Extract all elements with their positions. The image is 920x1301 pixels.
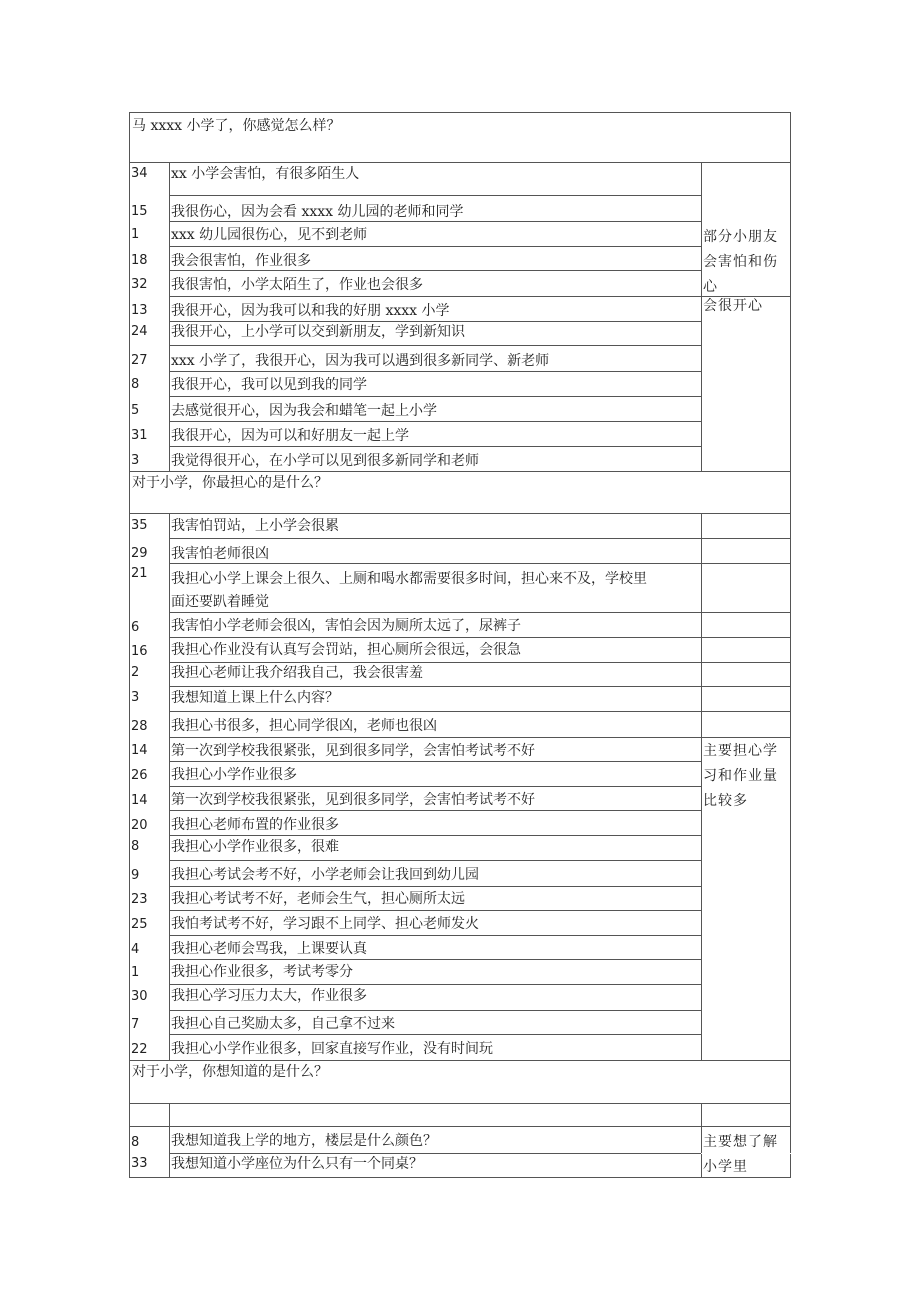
row-divider [169,810,701,811]
response-text: 我很开心，上小学可以交到新朋友，学到新知识 [171,324,465,340]
response-text: 我害怕小学老师会很凶，害怕会因为厕所太远了，尿裤子 [171,618,521,634]
respondent-id: 1 [131,227,140,242]
respondent-id: 9 [131,868,140,883]
response-text: 我觉得很开心，在小学可以见到很多新同学和老师 [171,453,479,469]
response-text: 我想知道我上学的地方，楼层是什么颜色？ [171,1133,437,1149]
response-text: 我担心作业很多，考试考零分 [171,964,353,980]
column-divider [701,162,702,471]
summary-note: 主要担心学习和作业量比较多 [703,743,778,809]
row-divider [169,538,791,539]
row-divider [169,446,701,447]
respondent-id: 29 [131,546,148,561]
section-divider [129,471,791,472]
response-text: 我很开心，我可以见到我的同学 [171,377,367,393]
row-divider [169,246,701,247]
respondent-id: 35 [131,518,148,533]
response-text: 我担心老师布置的作业很多 [171,817,339,833]
respondent-id: 26 [131,768,148,783]
respondent-id: 7 [131,1017,140,1032]
response-text: 我想知道上课上什么内容？ [171,690,339,706]
respondent-id: 2 [131,665,140,680]
response-text: 我担心作业没有认真写会罚站，担心厕所会很远，会很急 [171,642,521,658]
response-text: xxx 小学了，我很开心，因为我可以遇到很多新同学、新老师 [171,353,550,369]
respondent-id: 30 [131,989,148,1004]
section-divider [129,162,791,163]
table-bottom-border [129,1177,791,1178]
respondent-id: 21 [131,566,148,581]
response-text: 我担心小学上课会上很久、上厕和喝水都需要很多时间，担心来不及，学校里 [171,571,647,587]
respondent-id: 6 [131,620,140,635]
response-text: xxx 幼儿园很伤心，见不到老师 [171,227,368,243]
respondent-id: 23 [131,892,148,907]
respondent-id: 18 [131,253,148,268]
row-divider [169,984,701,985]
response-text: xx 小学会害怕，有很多陌生人 [171,166,360,182]
respondent-id: 15 [131,204,148,219]
row-divider [169,910,701,911]
row-divider [129,1126,791,1127]
column-divider [701,1103,702,1178]
summary-note: 部分小朋友会害怕和伤心 [703,229,778,295]
row-divider [169,959,701,960]
response-text: 我担心老师让我介绍我自己，我会很害羞 [171,665,423,681]
respondent-id: 34 [131,166,148,181]
respondent-id: 3 [131,453,140,468]
section-question: 马 xxxx 小学了，你感觉怎么样？ [132,118,341,134]
section-question: 对于小学，你想知道的是什么？ [132,1064,328,1080]
respondent-id: 27 [131,353,148,368]
table-top-border [129,112,791,113]
respondent-id: 4 [131,942,140,957]
respondent-id: 3 [131,690,140,705]
row-divider [169,345,701,346]
response-text: 我害怕罚站，上小学会很累 [171,518,339,534]
response-text: 我担心小学作业很多，回家直接写作业，没有时间玩 [171,1041,493,1057]
respondent-id: 20 [131,818,148,833]
column-divider [169,162,170,471]
response-text: 我担心小学作业很多，很难 [171,839,339,855]
respondent-id: 13 [131,303,148,318]
response-text: 我很开心，因为可以和好朋友一起上学 [171,428,409,444]
response-text: 我担心考试会考不好，小学老师会让我回到幼儿园 [171,867,479,883]
row-divider [169,221,701,222]
column-divider [701,513,702,1060]
column-divider [169,1103,170,1178]
respondent-id: 14 [131,743,148,758]
section-question: 对于小学，你最担心的是什么？ [132,475,328,491]
response-text: 我担心自己奖励太多，自己拿不过来 [171,1016,395,1032]
row-divider [169,321,701,322]
respondent-id: 22 [131,1042,148,1057]
response-text: 我害怕老师很凶 [171,546,269,562]
response-text: 我怕考试考不好，学习跟不上同学、担心老师发火 [171,916,479,932]
row-divider [169,195,701,196]
row-divider [169,1034,701,1035]
response-text: 我担心学习压力太大，作业很多 [171,988,367,1004]
row-divider [169,662,791,663]
row-divider [169,835,701,836]
response-text: 我担心老师会骂我，上课要认真 [171,941,367,957]
respondent-id: 8 [131,377,140,392]
response-text: 我担心小学作业很多 [171,767,297,783]
response-text: 我很害怕，小学太陌生了，作业也会很多 [171,277,423,293]
row-divider [169,886,701,887]
row-divider [169,761,701,762]
table-right-border [790,112,791,1178]
respondent-id: 8 [131,839,140,854]
respondent-id: 31 [131,428,148,443]
respondent-id: 16 [131,644,148,659]
response-text: 我很伤心，因为会看 xxxx 幼儿园的老师和同学 [171,204,464,220]
respondent-id: 8 [131,1135,140,1150]
respondent-id: 1 [131,965,140,980]
response-text: 去感觉很开心，因为我会和蜡笔一起上小学 [171,403,437,419]
respondent-id: 28 [131,719,148,734]
row-divider [169,935,701,936]
response-text: 我担心书很多，担心同学很凶，老师也很凶 [171,718,437,734]
response-text: 我想知道小学座位为什么只有一个同桌？ [171,1156,423,1172]
response-text: 我担心考试考不好，老师会生气，担心厕所太远 [171,891,465,907]
row-divider [169,737,791,738]
response-text: 我会很害怕，作业很多 [171,253,311,269]
table-left-border [129,112,130,1178]
row-divider [169,612,791,613]
response-text-continued: 面还要趴着睡觉 [171,594,269,610]
row-divider [169,371,701,372]
summary-note: 主要想了解小学里 [703,1134,778,1175]
row-divider [169,711,791,712]
respondent-id: 33 [131,1156,148,1171]
row-divider [169,1010,701,1011]
response-text: 第一次到学校我很紧张，见到很多同学，会害怕考试考不好 [171,792,535,808]
summary-note: 会很开心 [703,298,763,314]
section-divider [129,513,791,514]
response-text: 第一次到学校我很紧张，见到很多同学，会害怕考试考不好 [171,743,535,759]
section-divider [129,1060,791,1061]
row-divider [169,421,701,422]
row-divider [169,296,701,297]
respondent-id: 32 [131,277,148,292]
respondent-id: 25 [131,917,148,932]
row-divider [169,860,701,861]
section-divider [129,1103,791,1104]
respondent-id: 14 [131,793,148,808]
row-divider [169,786,701,787]
row-divider [169,686,791,687]
row-divider [169,637,791,638]
row-divider [169,270,701,271]
row-divider [169,396,701,397]
respondent-id: 24 [131,324,148,339]
row-divider [169,563,791,564]
row-divider [169,1153,791,1154]
respondent-id: 5 [131,403,140,418]
response-text: 我很开心，因为我可以和我的好朋 xxxx 小学 [171,303,450,319]
